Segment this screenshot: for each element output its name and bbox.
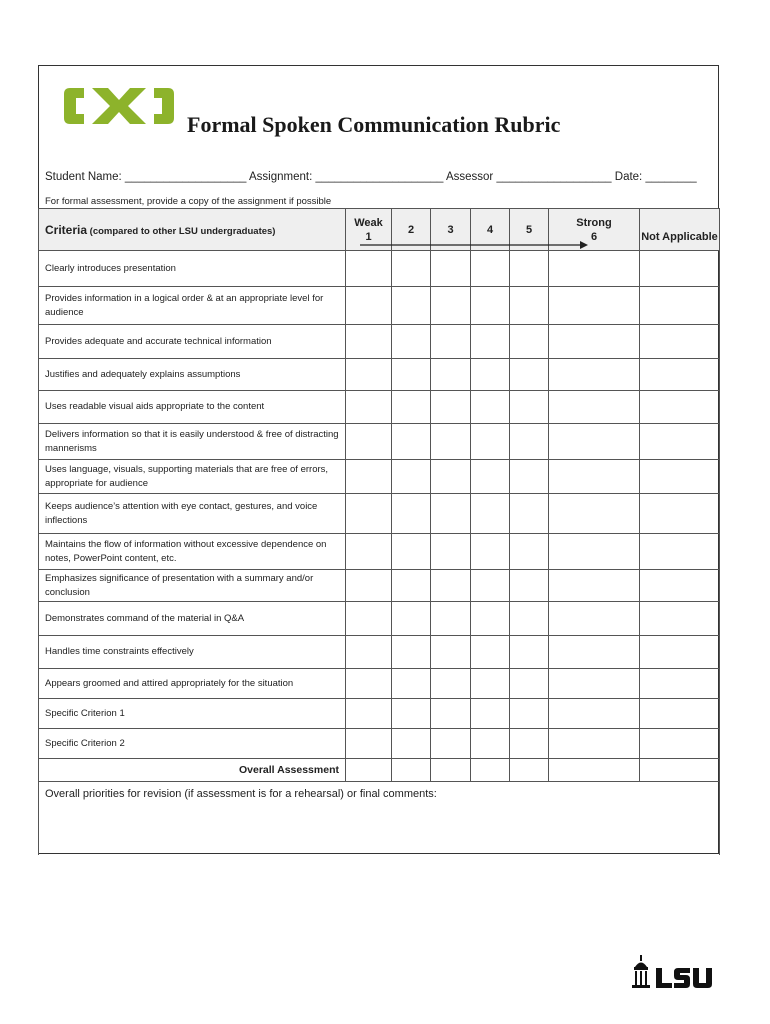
score-cell[interactable] — [431, 460, 471, 494]
score-label-3: 3 — [447, 223, 454, 236]
na-cell[interactable] — [640, 570, 720, 602]
score-cell[interactable] — [510, 699, 549, 729]
score-cell[interactable] — [471, 699, 510, 729]
score-cell[interactable] — [431, 424, 471, 460]
not-applicable-header: Not Applicable — [640, 209, 720, 251]
score-cell[interactable] — [471, 494, 510, 534]
score-cell[interactable] — [510, 391, 549, 424]
na-cell[interactable] — [640, 359, 720, 391]
score-cell[interactable] — [549, 669, 640, 699]
table-row — [39, 570, 720, 602]
score-cell[interactable] — [549, 636, 640, 669]
score-cell[interactable] — [510, 602, 549, 636]
date-field[interactable]: Date: ________ — [611, 171, 697, 183]
score-cell[interactable] — [510, 460, 549, 494]
score-cell[interactable] — [471, 534, 510, 570]
score-cell[interactable] — [431, 325, 471, 359]
score-label-5: 5 — [525, 223, 533, 236]
criterion-label: Uses readable visual aids appropriate to the content — [39, 391, 346, 424]
table-row — [39, 359, 720, 391]
na-cell[interactable] — [640, 494, 720, 534]
criterion-label: Uses language, visuals, supporting materials that are free of errors, appropriate for audience — [39, 460, 346, 494]
score-cell[interactable] — [471, 460, 510, 494]
strong-label: Strong — [576, 216, 612, 229]
comments-field[interactable]: Overall priorities for revision (if assessment is for a rehearsal) or final comments: — [39, 782, 720, 855]
score-cell[interactable] — [510, 534, 549, 570]
score-cell[interactable] — [392, 251, 431, 287]
score-cell[interactable] — [346, 759, 392, 782]
score-cell[interactable] — [431, 391, 471, 424]
na-cell[interactable] — [640, 636, 720, 669]
score-label-6: 6 — [590, 230, 598, 243]
score-cell[interactable] — [549, 424, 640, 460]
score-cell[interactable] — [510, 359, 549, 391]
score-cell[interactable] — [346, 391, 392, 424]
comments-row — [39, 782, 720, 855]
score-cell[interactable] — [549, 729, 640, 759]
student-name-field[interactable]: Student Name: ___________________ — [45, 171, 247, 183]
score-cell[interactable] — [346, 602, 392, 636]
score-cell[interactable] — [471, 251, 510, 287]
cxc-logo — [62, 84, 176, 128]
na-cell[interactable] — [640, 460, 720, 494]
overall-assessment-label: Overall Assessment — [39, 759, 346, 782]
criteria-header — [39, 209, 346, 251]
score-cell[interactable] — [510, 494, 549, 534]
score-cell[interactable] — [549, 391, 640, 424]
table-row — [39, 494, 720, 534]
score-cell[interactable] — [431, 669, 471, 699]
score-cell[interactable] — [471, 602, 510, 636]
na-cell[interactable] — [640, 534, 720, 570]
score-cell[interactable] — [392, 636, 431, 669]
score-cell[interactable] — [431, 602, 471, 636]
score-cell[interactable] — [392, 602, 431, 636]
score-cell[interactable] — [392, 570, 431, 602]
score-cell[interactable] — [471, 287, 510, 325]
overall-row — [39, 759, 720, 782]
score-cell[interactable] — [471, 391, 510, 424]
score-cell[interactable] — [346, 251, 392, 287]
score-cell[interactable] — [346, 424, 392, 460]
criterion-label: Provides information in a logical order & at an appropriate level for audience — [39, 287, 346, 325]
score-cell[interactable] — [549, 602, 640, 636]
score-cell[interactable] — [392, 325, 431, 359]
score-cell[interactable] — [346, 494, 392, 534]
score-cell[interactable] — [392, 424, 431, 460]
assignment-field[interactable]: Assignment: ____________________ — [246, 171, 444, 183]
score-cell[interactable] — [549, 359, 640, 391]
score-cell[interactable] — [346, 570, 392, 602]
score-cell[interactable] — [510, 636, 549, 669]
criterion-label: Clearly introduces presentation — [39, 251, 346, 287]
criterion-label: Delivers information so that it is easily understood & free of distracting mannerisms — [39, 424, 346, 460]
score-cell[interactable] — [392, 460, 431, 494]
table-row — [39, 699, 720, 729]
table-row — [39, 602, 720, 636]
criteria-label: Criteria — [45, 222, 88, 237]
score-cell[interactable] — [392, 494, 431, 534]
score-cell[interactable] — [471, 669, 510, 699]
criterion-label: Emphasizes significance of presentation with a summary and/or conclusion — [39, 570, 346, 602]
score-cell[interactable] — [471, 636, 510, 669]
score-label-4: 4 — [486, 223, 494, 236]
table-row — [39, 636, 720, 669]
table-row — [39, 251, 720, 287]
score-cell[interactable] — [431, 636, 471, 669]
score-cell[interactable] — [471, 759, 510, 782]
criterion-label: Provides adequate and accurate technical information — [39, 325, 346, 359]
score-cell[interactable] — [549, 287, 640, 325]
score-cell[interactable] — [510, 669, 549, 699]
table-row — [39, 729, 720, 759]
assignment-note: For formal assessment, provide a copy of the assignment if possible — [45, 196, 332, 207]
na-cell[interactable] — [640, 759, 720, 782]
score-cell[interactable] — [549, 534, 640, 570]
score-cell[interactable] — [431, 759, 471, 782]
table-row — [39, 669, 720, 699]
score-cell[interactable] — [346, 287, 392, 325]
score-cell[interactable] — [392, 699, 431, 729]
score-cell[interactable] — [392, 534, 431, 570]
table-row — [39, 424, 720, 460]
score-cell[interactable] — [392, 359, 431, 391]
na-cell[interactable] — [640, 602, 720, 636]
na-cell[interactable] — [640, 699, 720, 729]
assessor-field[interactable]: Assessor __________________ — [443, 171, 612, 183]
page-title: Formal Spoken Communication Rubric — [187, 112, 561, 137]
score-cell[interactable] — [549, 494, 640, 534]
score-cell[interactable] — [510, 287, 549, 325]
table-row — [39, 534, 720, 570]
weak-label: Weak — [354, 216, 383, 229]
weak-to-strong-arrow — [360, 241, 588, 249]
criterion-label: Specific Criterion 2 — [39, 729, 346, 759]
criterion-label: Demonstrates command of the material in Q&A — [39, 602, 346, 636]
score-cell[interactable] — [510, 424, 549, 460]
score-cell[interactable] — [510, 759, 549, 782]
criterion-label: Justifies and adequately explains assumptions — [39, 359, 346, 391]
na-cell[interactable] — [640, 325, 720, 359]
score-cell[interactable] — [431, 251, 471, 287]
score-cell[interactable] — [510, 251, 549, 287]
na-cell[interactable] — [640, 251, 720, 287]
info-fields — [45, 171, 697, 183]
lsu-logo — [630, 955, 716, 991]
table-row — [39, 391, 720, 424]
score-cell[interactable] — [549, 699, 640, 729]
criterion-label: Specific Criterion 1 — [39, 699, 346, 729]
score-cell[interactable] — [392, 729, 431, 759]
score-cell[interactable] — [510, 325, 549, 359]
score-cell[interactable] — [392, 759, 431, 782]
criterion-label: Keeps audience’s attention with eye contact, gestures, and voice inflections — [39, 494, 346, 534]
score-label-1: 1 — [365, 230, 372, 243]
score-cell[interactable] — [346, 636, 392, 669]
criteria-sub-label: (compared to other LSU undergraduates) — [87, 225, 276, 237]
score-cell[interactable] — [346, 534, 392, 570]
na-cell[interactable] — [640, 424, 720, 460]
score-cell[interactable] — [392, 669, 431, 699]
score-cell[interactable] — [431, 287, 471, 325]
criterion-label: Appears groomed and attired appropriately for the situation — [39, 669, 346, 699]
score-cell[interactable] — [471, 570, 510, 602]
score-cell[interactable] — [510, 570, 549, 602]
table-row — [39, 460, 720, 494]
criterion-label: Handles time constraints effectively — [39, 636, 346, 669]
table-row — [39, 325, 720, 359]
score-cell[interactable] — [549, 570, 640, 602]
score-cell[interactable] — [471, 729, 510, 759]
score-cell[interactable] — [549, 251, 640, 287]
score-cell[interactable] — [346, 669, 392, 699]
score-cell[interactable] — [346, 325, 392, 359]
score-cell[interactable] — [549, 759, 640, 782]
score-cell[interactable] — [431, 534, 471, 570]
score-cell[interactable] — [431, 494, 471, 534]
score-cell[interactable] — [510, 729, 549, 759]
score-cell[interactable] — [392, 391, 431, 424]
score-cell[interactable] — [346, 460, 392, 494]
score-cell[interactable] — [346, 729, 392, 759]
score-cell[interactable] — [346, 699, 392, 729]
na-cell[interactable] — [640, 287, 720, 325]
score-cell[interactable] — [471, 424, 510, 460]
score-cell[interactable] — [549, 325, 640, 359]
criterion-label: Maintains the flow of information without excessive dependence on notes, PowerPoint content, etc. — [39, 534, 346, 570]
score-cell[interactable] — [431, 699, 471, 729]
score-cell[interactable] — [431, 570, 471, 602]
na-cell[interactable] — [640, 669, 720, 699]
na-cell[interactable] — [640, 391, 720, 424]
rubric-table — [38, 208, 720, 855]
score-cell[interactable] — [471, 359, 510, 391]
table-row — [39, 287, 720, 325]
score-label-2: 2 — [407, 223, 415, 236]
score-cell[interactable] — [431, 359, 471, 391]
score-cell[interactable] — [431, 729, 471, 759]
na-cell[interactable] — [640, 729, 720, 759]
score-cell[interactable] — [549, 460, 640, 494]
score-cell[interactable] — [392, 287, 431, 325]
score-cell[interactable] — [346, 359, 392, 391]
score-cell[interactable] — [471, 325, 510, 359]
